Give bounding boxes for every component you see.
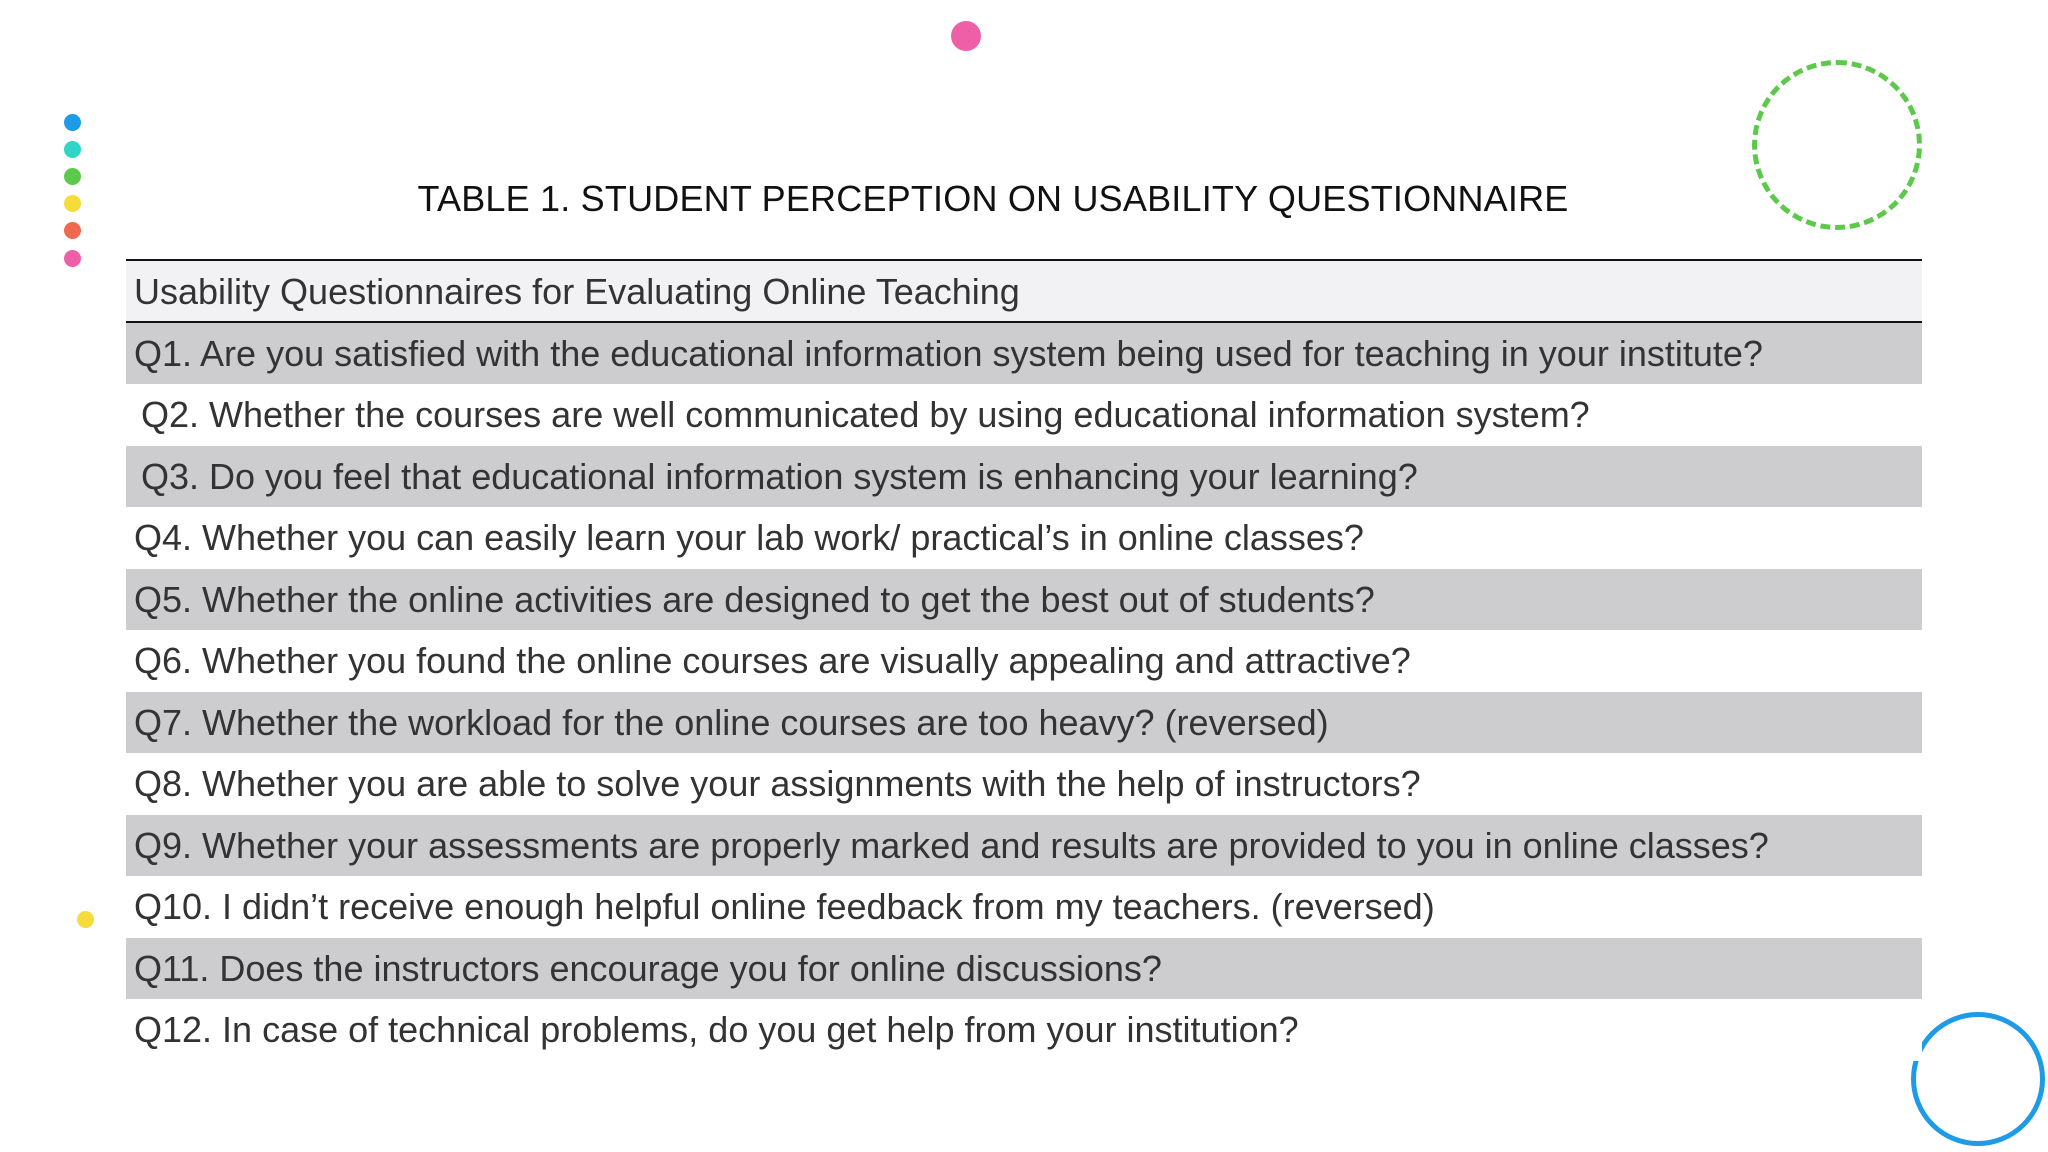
table-row-q12: Q12. In case of technical problems, do you get help from your institution?: [126, 999, 1922, 1061]
orange-dot-decoration: [64, 222, 81, 239]
table-row-q3: Q3. Do you feel that educational information system is enhancing your learning?: [126, 446, 1922, 508]
table-row-q9: Q9. Whether your assessments are properly marked and results are provided to you in online classes?: [126, 815, 1922, 877]
table-row-q10: Q10. I didn’t receive enough helpful online feedback from my teachers. (reversed): [126, 876, 1922, 938]
table-header-row: Usability Questionnaires for Evaluating Online Teaching: [126, 261, 1922, 323]
table-row-q6: Q6. Whether you found the online courses are visually appealing and attractive?: [126, 630, 1922, 692]
table-title: TABLE 1. STUDENT PERCEPTION ON USABILITY QUESTIONNAIRE: [417, 178, 1569, 219]
table-row-q7: Q7. Whether the workload for the online courses are too heavy? (reversed): [126, 692, 1922, 754]
table-row-q4: Q4. Whether you can easily learn your lab work/ practical’s in online classes?: [126, 507, 1922, 569]
pink-dot-decoration: [951, 21, 981, 51]
teal-dot-decoration: [64, 141, 81, 158]
blue-circle-decoration: [1911, 1012, 2045, 1146]
table-row-q1: Q1. Are you satisfied with the educational information system being used for teaching in your institute?: [126, 323, 1922, 385]
table-row-q2: Q2. Whether the courses are well communicated by using educational information system?: [126, 384, 1922, 446]
pink-small-dot-decoration: [64, 250, 81, 267]
questionnaire-table: [126, 259, 1922, 1061]
yellow-dot-decoration-lower: [77, 911, 94, 928]
table-row-q8: Q8. Whether you are able to solve your assignments with the help of instructors?: [126, 753, 1922, 815]
blue-dot-decoration: [64, 114, 81, 131]
table-row-q5: Q5. Whether the online activities are designed to get the best out of students?: [126, 569, 1922, 631]
table-row-q11: Q11. Does the instructors encourage you for online discussions?: [126, 938, 1922, 1000]
